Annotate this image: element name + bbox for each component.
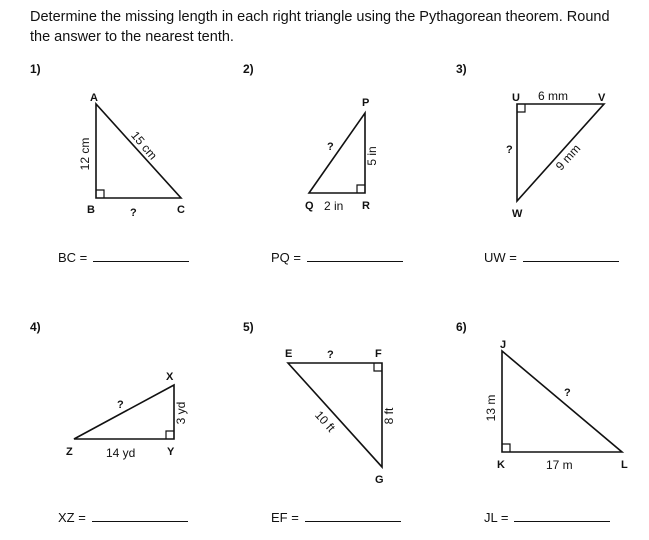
side-pr-label: 5 in — [365, 146, 379, 166]
side-eg-label: 10 ft — [311, 407, 338, 435]
side-uw-label: ? — [506, 144, 513, 156]
vertex-x: X — [166, 371, 174, 383]
vertex-k: K — [497, 459, 505, 471]
problem-3-number: 3) — [456, 62, 467, 76]
vertex-z: Z — [66, 446, 73, 458]
instructions: Determine the missing length in each right triangle using the Pythagorean theorem. Round the answer to the nearest tenth. — [30, 9, 610, 45]
answer-uw-label: UW = — [484, 250, 517, 265]
side-ac-label: 15 cm — [128, 128, 160, 163]
answer-jl-blank[interactable] — [514, 511, 610, 522]
side-fg-label: 8 ft — [382, 407, 396, 425]
problem-1-number: 1) — [30, 62, 41, 76]
side-jl-label: ? — [564, 387, 571, 399]
answer-pq-label: PQ = — [271, 250, 301, 265]
answer-ef-label: EF = — [271, 510, 299, 525]
vertex-g: G — [375, 474, 384, 486]
problem-4-number: 4) — [30, 320, 41, 334]
answer-jl — [484, 510, 610, 525]
vertex-v: V — [598, 92, 606, 104]
vertex-b: B — [87, 204, 95, 216]
side-uv-label: 6 mm — [538, 89, 568, 103]
vertex-r: R — [362, 200, 370, 212]
vertex-p: P — [362, 97, 370, 109]
answer-jl-label: JL = — [484, 510, 509, 525]
side-bc-label: ? — [130, 207, 137, 219]
side-kl-label: 17 m — [546, 458, 573, 472]
vertex-u: U — [512, 92, 520, 104]
vertex-l: L — [621, 459, 628, 471]
problem-6-number: 6) — [456, 320, 467, 334]
side-ab-label: 12 cm — [78, 137, 92, 171]
problem-5-number: 5) — [243, 320, 254, 334]
vertex-a: A — [90, 92, 98, 104]
side-pq-label: ? — [327, 141, 334, 153]
vertex-f: F — [375, 348, 382, 360]
vertex-c: C — [177, 204, 185, 216]
answer-bc-label: BC = — [58, 250, 88, 265]
side-ef-label: ? — [327, 349, 334, 361]
side-qr-label: 2 in — [324, 199, 344, 213]
side-jk-label: 13 m — [484, 394, 498, 422]
problem-2-number: 2) — [243, 62, 254, 76]
vertex-w: W — [512, 208, 523, 220]
vertex-q: Q — [305, 200, 314, 212]
side-xy-label: 3 yd — [174, 401, 188, 425]
side-vw-label: 9 mm — [552, 141, 584, 174]
answer-xz-label: XZ = — [58, 510, 86, 525]
side-xz-label: ? — [117, 399, 124, 411]
vertex-e: E — [285, 348, 293, 360]
side-zy-label: 14 yd — [106, 446, 136, 460]
vertex-j: J — [500, 339, 507, 351]
vertex-y: Y — [167, 446, 175, 458]
